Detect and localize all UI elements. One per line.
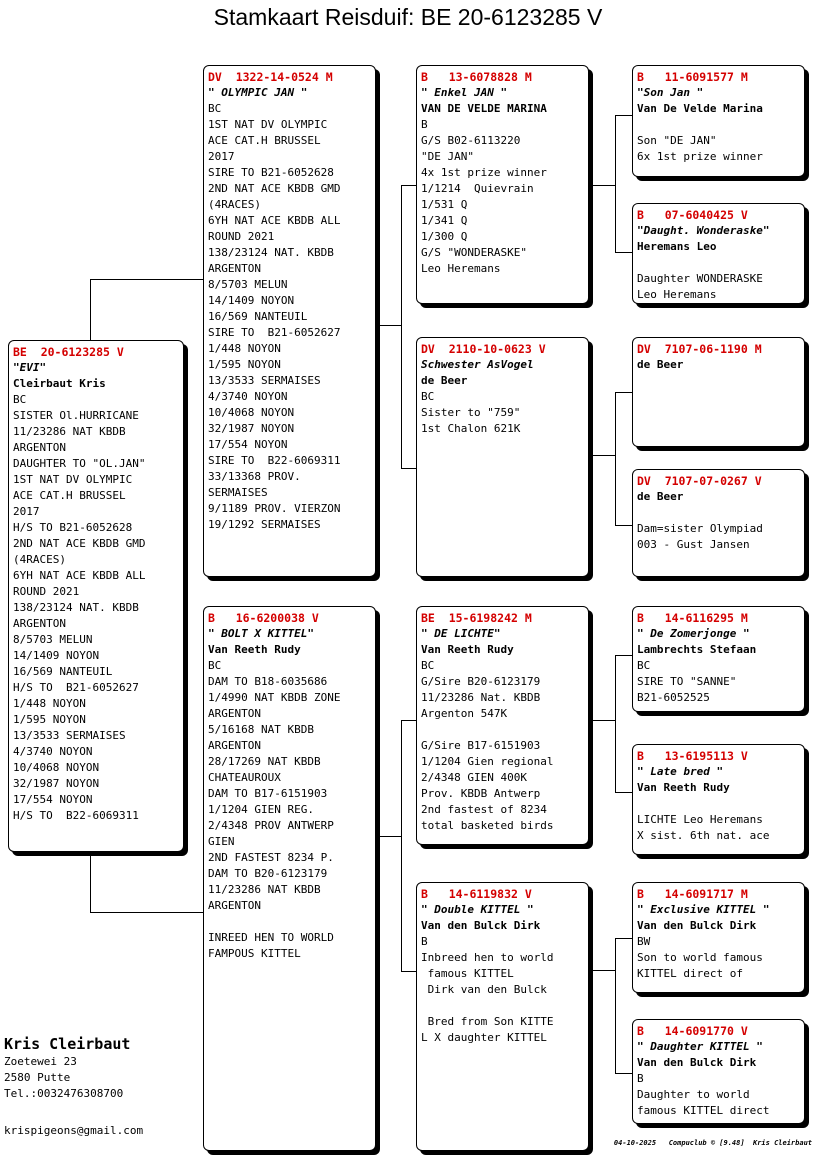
pedigree-line: DAUGHTER TO "OL.JAN" xyxy=(13,457,146,470)
pedigree-line: ROUND 2021 xyxy=(208,230,275,243)
pedigree-line: 11/23286 Nat. KBDB xyxy=(421,691,541,704)
pedigree-line: 6x 1st prize winner xyxy=(637,150,763,163)
pedigree-line: 2nd fastest of 8234 xyxy=(421,803,547,816)
pedigree-line: BC xyxy=(421,659,435,672)
pedigree-line: SIRE TO B22-6069311 xyxy=(208,454,341,467)
pigeon-name: "EVI" xyxy=(13,361,47,374)
pedigree-line xyxy=(637,117,800,133)
pedigree-line: 4/3740 NOYON xyxy=(208,390,288,403)
pedigree-line: INREED HEN TO WORLD xyxy=(208,931,334,944)
pedigree-line: BW xyxy=(637,935,651,948)
pedigree-line: X sist. 6th nat. ace xyxy=(637,829,770,842)
pedigree-line: 1/300 Q xyxy=(421,230,468,243)
pedigree-line: (4RACES) xyxy=(13,553,66,566)
pedigree-line: 2017 xyxy=(13,505,40,518)
pedigree-line: G/S "WONDERASKE" xyxy=(421,246,527,259)
connector-ds xyxy=(589,720,615,721)
pedigree-line: 6YH NAT ACE KBDB ALL xyxy=(208,214,341,227)
pedigree-line: 19/1292 SERMAISES xyxy=(208,518,321,531)
pedigree-line: 4x 1st prize winner xyxy=(421,166,547,179)
pedigree-line: famous KITTEL direct xyxy=(637,1104,770,1117)
breeder-name: Van den Bulck Dirk xyxy=(637,1056,757,1069)
pigeon-name: " Exclusive KITTEL " xyxy=(637,903,770,916)
pedigree-line: B xyxy=(637,1072,644,1085)
pedigree-line: G/Sire B20-6123179 xyxy=(421,675,541,688)
pedigree-line: BC xyxy=(13,393,27,406)
pedigree-line: 1ST NAT DV OLYMPIC xyxy=(208,118,328,131)
card-sire[interactable] xyxy=(203,65,376,577)
ring-number: B 16-6200038 V xyxy=(208,611,319,625)
pedigree-line: H/S TO B21-6052627 xyxy=(13,681,139,694)
ring-number: B 07-6040425 V xyxy=(637,208,748,222)
pedigree-line: BC xyxy=(637,659,651,672)
breeder-name: Cleirbaut Kris xyxy=(13,377,106,390)
pedigree-line: B xyxy=(421,935,428,948)
pedigree-line: 17/554 NOYON xyxy=(13,793,93,806)
pedigree-line: 4/3740 NOYON xyxy=(13,745,93,758)
pedigree-line: 003 - Gust Jansen xyxy=(637,538,750,551)
pedigree-line: 1/448 NOYON xyxy=(208,342,281,355)
pedigree-line xyxy=(637,505,800,521)
card-sire-dam-dam[interactable] xyxy=(632,469,805,577)
breeder-name: de Beer xyxy=(637,358,684,371)
pigeon-name: " Double KITTEL " xyxy=(421,903,534,916)
pedigree-line: B xyxy=(421,118,428,131)
pedigree-line: 2/4348 GIEN 400K xyxy=(421,771,527,784)
pedigree-line: Daughter to world xyxy=(637,1088,750,1101)
pedigree-line: 2ND FASTEST 8234 P. xyxy=(208,851,334,864)
pedigree-line: (4RACES) xyxy=(208,198,261,211)
pedigree-line: BC xyxy=(208,102,222,115)
pedigree-line: G/S B02-6113220 xyxy=(421,134,521,147)
pedigree-line: 1/595 NOYON xyxy=(208,358,281,371)
ring-number: DV 7107-06-1190 M xyxy=(637,342,762,356)
breeder-name: Van Reeth Rudy xyxy=(637,781,730,794)
pedigree-line: 28/17269 NAT KBDB xyxy=(208,755,321,768)
pedigree-line: ARGENTON xyxy=(208,262,261,275)
pedigree-line: 2017 xyxy=(208,150,235,163)
pedigree-line: 10/4068 NOYON xyxy=(208,406,295,419)
connector-dam xyxy=(376,836,402,837)
pedigree-line: 138/23124 NAT. KBDB xyxy=(208,246,334,259)
pedigree-line: FAMPOUS KITTEL xyxy=(208,947,301,960)
pedigree-line: Son "DE JAN" xyxy=(637,134,717,147)
breeder-name: Van Reeth Rudy xyxy=(208,643,301,656)
pedigree-line: 11/23286 NAT KBDB xyxy=(13,425,126,438)
pedigree-line: 32/1987 NOYON xyxy=(13,777,100,790)
pedigree-line: 6YH NAT ACE KBDB ALL xyxy=(13,569,146,582)
pedigree-line: SISTER Ol.HURRICANE xyxy=(13,409,139,422)
pedigree-line: Inbreed hen to world xyxy=(421,951,554,964)
owner-email[interactable]: krispigeons@gmail.com xyxy=(4,1124,144,1137)
pedigree-line: 16/569 NANTEUIL xyxy=(208,310,308,323)
pedigree-line: Sister to "759" xyxy=(421,406,521,419)
breeder-name: Van De Velde Marina xyxy=(637,102,763,115)
pedigree-line: Son to world famous xyxy=(637,951,763,964)
pedigree-line: 8/5703 MELUN xyxy=(208,278,288,291)
pedigree-line: 16/569 NANTEUIL xyxy=(13,665,113,678)
pedigree-line: Dirk van den Bulck xyxy=(421,983,547,996)
card-dam-dam-sire[interactable] xyxy=(632,882,805,993)
ring-number: B 11-6091577 M xyxy=(637,70,748,84)
connector-sire xyxy=(376,325,402,326)
pedigree-line: Leo Heremans xyxy=(421,262,501,275)
card-dam-dam[interactable] xyxy=(416,882,589,1151)
connector-sd xyxy=(589,455,615,456)
ring-number: B 14-6119832 V xyxy=(421,887,532,901)
owner-street: Zoetewei 23 xyxy=(4,1055,77,1068)
card-dam-sire-sire[interactable] xyxy=(632,606,805,712)
pedigree-line: 1st Chalon 621K xyxy=(421,422,521,435)
breeder-name: Heremans Leo xyxy=(637,240,717,253)
card-sire-dam-sire[interactable] xyxy=(632,337,805,447)
owner-name: Kris Cleirbaut xyxy=(4,1035,131,1053)
ring-number: BE 20-6123285 V xyxy=(13,345,124,359)
owner-block xyxy=(4,1034,130,1102)
pigeon-name: " OLYMPIC JAN " xyxy=(208,86,308,99)
pedigree-line: L X daughter KITTEL xyxy=(421,1031,547,1044)
pedigree-line: Prov. KBDB Antwerp xyxy=(421,787,541,800)
pedigree-line: H/S TO B21-6052628 xyxy=(13,521,133,534)
breeder-name: de Beer xyxy=(637,490,684,503)
pigeon-name: " Enkel JAN " xyxy=(421,86,508,99)
pedigree-line: SIRE TO B21-6052628 xyxy=(208,166,334,179)
pedigree-line: 10/4068 NOYON xyxy=(13,761,100,774)
pedigree-line: total basketed birds xyxy=(421,819,554,832)
breeder-name: Lambrechts Stefaan xyxy=(637,643,757,656)
pigeon-name: " De Zomerjonge " xyxy=(637,627,750,640)
pedigree-line: ACE CAT.H BRUSSEL xyxy=(208,134,321,147)
ring-number: B 14-6091770 V xyxy=(637,1024,748,1038)
pedigree-line: 1/595 NOYON xyxy=(13,713,86,726)
pedigree-line: ARGENTON xyxy=(208,739,261,752)
pedigree-line: DAM TO B20-6123179 xyxy=(208,867,328,880)
pedigree-line xyxy=(421,998,584,1014)
ring-number: B 13-6078828 M xyxy=(421,70,532,84)
pedigree-line: 1/1214 Quievrain xyxy=(421,182,534,195)
ring-number: DV 2110-10-0623 V xyxy=(421,342,546,356)
pedigree-line: BC xyxy=(421,390,435,403)
pedigree-line: "DE JAN" xyxy=(421,150,474,163)
pedigree-line: H/S TO B22-6069311 xyxy=(13,809,139,822)
pedigree-line: 9/1189 PROV. VIERZON xyxy=(208,502,341,515)
pedigree-line: Dam=sister Olympiad xyxy=(637,522,763,535)
pedigree-line: 138/23124 NAT. KBDB xyxy=(13,601,139,614)
pedigree-line: CHATEAUROUX xyxy=(208,771,281,784)
pedigree-line: BC xyxy=(208,659,222,672)
pedigree-line: 1/531 Q xyxy=(421,198,468,211)
ring-number: B 13-6195113 V xyxy=(637,749,748,763)
pedigree-line: 2ND NAT ACE KBDB GMD xyxy=(13,537,146,550)
pedigree-line: 1/448 NOYON xyxy=(13,697,86,710)
pigeon-name: Schwester AsVogel xyxy=(421,358,534,371)
pedigree-line: Leo Heremans xyxy=(637,288,717,301)
pedigree-line: 14/1409 NOYON xyxy=(208,294,295,307)
pedigree-line: LICHTE Leo Heremans xyxy=(637,813,763,826)
pedigree-line: 1/1204 GIEN REG. xyxy=(208,803,314,816)
pedigree-line: ACE CAT.H BRUSSEL xyxy=(13,489,126,502)
breeder-name: VAN DE VELDE MARINA xyxy=(421,102,547,115)
pedigree-line: SIRE TO B21-6052627 xyxy=(208,326,341,339)
pedigree-line: 5/16168 NAT KBDB xyxy=(208,723,314,736)
card-dam-sire[interactable] xyxy=(416,606,589,845)
pigeon-name: " DE LICHTE" xyxy=(421,627,501,640)
ring-number: B 14-6091717 M xyxy=(637,887,748,901)
pedigree-line: ARGENTON xyxy=(208,707,261,720)
breeder-name: Van den Bulck Dirk xyxy=(421,919,541,932)
pedigree-line: GIEN xyxy=(208,835,235,848)
pedigree-line: DAM TO B18-6035686 xyxy=(208,675,328,688)
ring-number: DV 1322-14-0524 M xyxy=(208,70,333,84)
connector-dd xyxy=(589,970,615,971)
card-dam[interactable] xyxy=(203,606,376,1151)
pedigree-line: 32/1987 NOYON xyxy=(208,422,295,435)
pedigree-line: 8/5703 MELUN xyxy=(13,633,93,646)
pedigree-line xyxy=(208,914,371,930)
pedigree-line: ARGENTON xyxy=(13,441,66,454)
card-dam-sire-dam[interactable] xyxy=(632,744,805,855)
pigeon-name: "Daught. Wonderaske" xyxy=(637,224,770,237)
pedigree-line xyxy=(421,722,584,738)
pedigree-line xyxy=(637,255,800,271)
card-sire-dam[interactable] xyxy=(416,337,589,577)
pedigree-line: 1/1204 Gien regional xyxy=(421,755,554,768)
owner-city: 2580 Putte xyxy=(4,1071,71,1084)
card-sire-sire-dam[interactable] xyxy=(632,203,805,304)
pedigree-line: SERMAISES xyxy=(208,486,268,499)
pedigree-line: 2ND NAT ACE KBDB GMD xyxy=(208,182,341,195)
ring-number: BE 15-6198242 M xyxy=(421,611,532,625)
breeder-name: Van Reeth Rudy xyxy=(421,643,514,656)
pedigree-line: Daughter WONDERASKE xyxy=(637,272,763,285)
ring-number: B 14-6116295 M xyxy=(637,611,748,625)
pedigree-line: Argenton 547K xyxy=(421,707,508,720)
page-title: Stamkaart Reisduif: BE 20-6123285 V xyxy=(213,4,603,30)
pedigree-line: 1/341 Q xyxy=(421,214,468,227)
pedigree-line: ROUND 2021 xyxy=(13,585,80,598)
breeder-name: de Beer xyxy=(421,374,468,387)
card-sire-sire-sire[interactable] xyxy=(632,65,805,177)
owner-phone: Tel.:0032476308700 xyxy=(4,1087,124,1100)
pedigree-line: 14/1409 NOYON xyxy=(13,649,100,662)
pedigree-line xyxy=(637,796,800,812)
pedigree-line: 1ST NAT DV OLYMPIC xyxy=(13,473,133,486)
pedigree-line: ARGENTON xyxy=(208,899,261,912)
pedigree-line: Bred from Son KITTE xyxy=(421,1015,554,1028)
pedigree-line: 1/4990 NAT KBDB ZONE xyxy=(208,691,341,704)
card-subject[interactable] xyxy=(8,340,184,852)
pedigree-line: 13/3533 SERMAISES xyxy=(208,374,321,387)
pedigree-line: 33/13368 PROV. xyxy=(208,470,301,483)
footer-credit: 04-10-2025 Compuclub © [9.48] Kris Cleirbaut xyxy=(613,1139,812,1147)
pedigree-line: 13/3533 SERMAISES xyxy=(13,729,126,742)
pedigree-line: famous KITTEL xyxy=(421,967,514,980)
pedigree-line: 17/554 NOYON xyxy=(208,438,288,451)
pigeon-name: " Daughter KITTEL " xyxy=(637,1040,763,1053)
pedigree-line: ARGENTON xyxy=(13,617,66,630)
pigeon-name: " Late bred " xyxy=(637,765,724,778)
pedigree-line: DAM TO B17-6151903 xyxy=(208,787,328,800)
breeder-name: Van den Bulck Dirk xyxy=(637,919,757,932)
pigeon-name: "Son Jan " xyxy=(637,86,704,99)
pedigree-line: B21-6052525 xyxy=(637,691,710,704)
card-dam-dam-dam[interactable] xyxy=(632,1019,805,1124)
connector-ss xyxy=(589,185,615,186)
ring-number: DV 7107-07-0267 V xyxy=(637,474,762,488)
card-sire-sire[interactable] xyxy=(416,65,589,304)
pedigree-line: 11/23286 NAT KBDB xyxy=(208,883,321,896)
pedigree-line: G/Sire B17-6151903 xyxy=(421,739,541,752)
pigeon-name: " BOLT X KITTEL" xyxy=(208,627,314,640)
pedigree-line: SIRE TO "SANNE" xyxy=(637,675,737,688)
pedigree-line: KITTEL direct of xyxy=(637,967,743,980)
pedigree-line: 2/4348 PROV ANTWERP xyxy=(208,819,334,832)
